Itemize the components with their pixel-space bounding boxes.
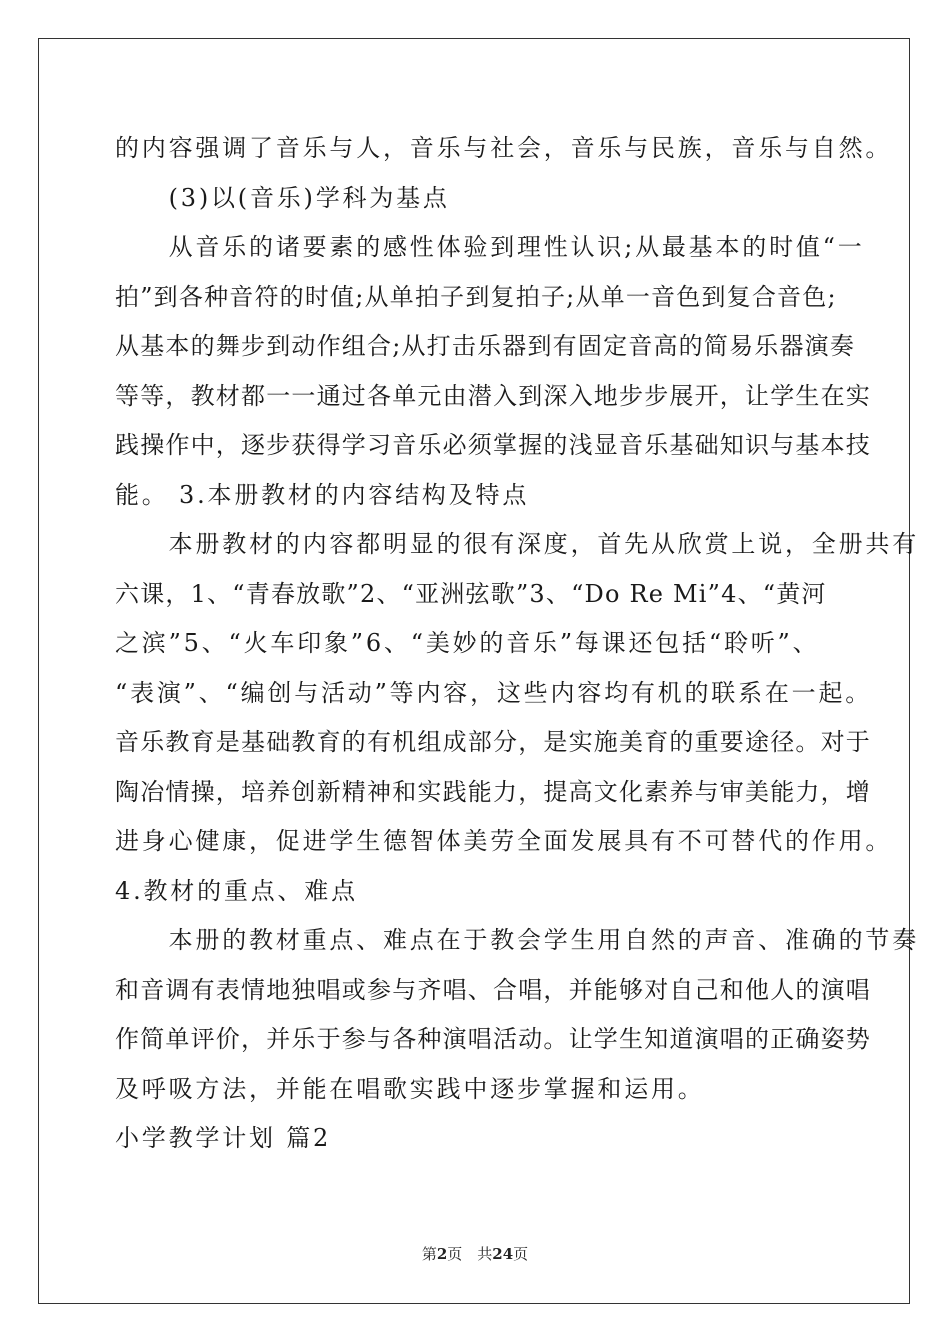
document-body [115,124,919,1164]
text-line: 陶冶情操，培养创新精神和实践能力，提高文化素养与审美能力，增 [115,777,871,806]
text-line: 从音乐的诸要素的感性体验到理性认识;从最基本的时值“一 [115,233,865,261]
text-line: 践操作中，逐步获得学习音乐必须掌握的浅显音乐基础知识与基本技 [115,431,871,459]
text-line: (3)以(音乐)学科为基点 [115,183,450,212]
footer-current-page: 2 [436,1245,448,1263]
section-heading: 4.教材的重点、难点 [115,876,358,905]
page-footer [0,1244,950,1264]
text-line: 进身心健康，促进学生德智体美劳全面发展具有不可替代的作用。 [115,827,893,855]
text-line: 本册教材的内容都明显的很有深度，首先从欣赏上说，全册共有 [115,530,919,558]
footer-suffix: 页 [513,1245,529,1263]
text-line: 和音调有表情地独唱或参与齐唱、合唱，并能够对自己和他人的演唱 [115,975,871,1004]
text-line: “表演”、“编创与活动”等内容，这些内容均有机的联系在一起。 [115,678,873,707]
text-line: 音乐教育是基础教育的有机组成部分，是实施美育的重要途径。对于 [115,728,871,756]
text-line: 及呼吸方法，并能在唱歌实践中逐步掌握和运用。 [115,1074,705,1103]
text-line: 等等，教材都一一通过各单元由潜入到深入地步步展开，让学生在实 [115,381,871,410]
text-line: 拍”到各种音符的时值;从单拍子到复拍子;从单一音色到复合音色; [115,282,837,311]
text-line: 之滨”5、“火车印象”6、“美妙的音乐”每课还包括“聆听”、 [115,629,820,657]
footer-prefix: 第 [421,1245,437,1263]
footer-total-pages: 24 [492,1245,514,1263]
text-line: 的内容强调了音乐与人，音乐与社会，音乐与民族，音乐与自然。 [115,134,893,162]
section-heading: 能。 3.本册教材的内容结构及特点 [115,480,530,509]
text-line: 六课，1、“青春放歌”2、“亚洲弦歌”3、“Do Re Mi”4、“黄河 [115,579,827,608]
section-title: 小学教学计划 篇2 [115,1124,332,1152]
text-line: 从基本的舞步到动作组合;从打击乐器到有固定音高的简易乐器演奏 [115,332,856,360]
text-line: 作简单评价，并乐于参与各种演唱活动。让学生知道演唱的正确姿势 [115,1025,871,1053]
footer-mid: 页 共 [447,1245,493,1263]
text-line: 本册的教材重点、难点在于教会学生用自然的声音、准确的节奏 [115,926,919,954]
